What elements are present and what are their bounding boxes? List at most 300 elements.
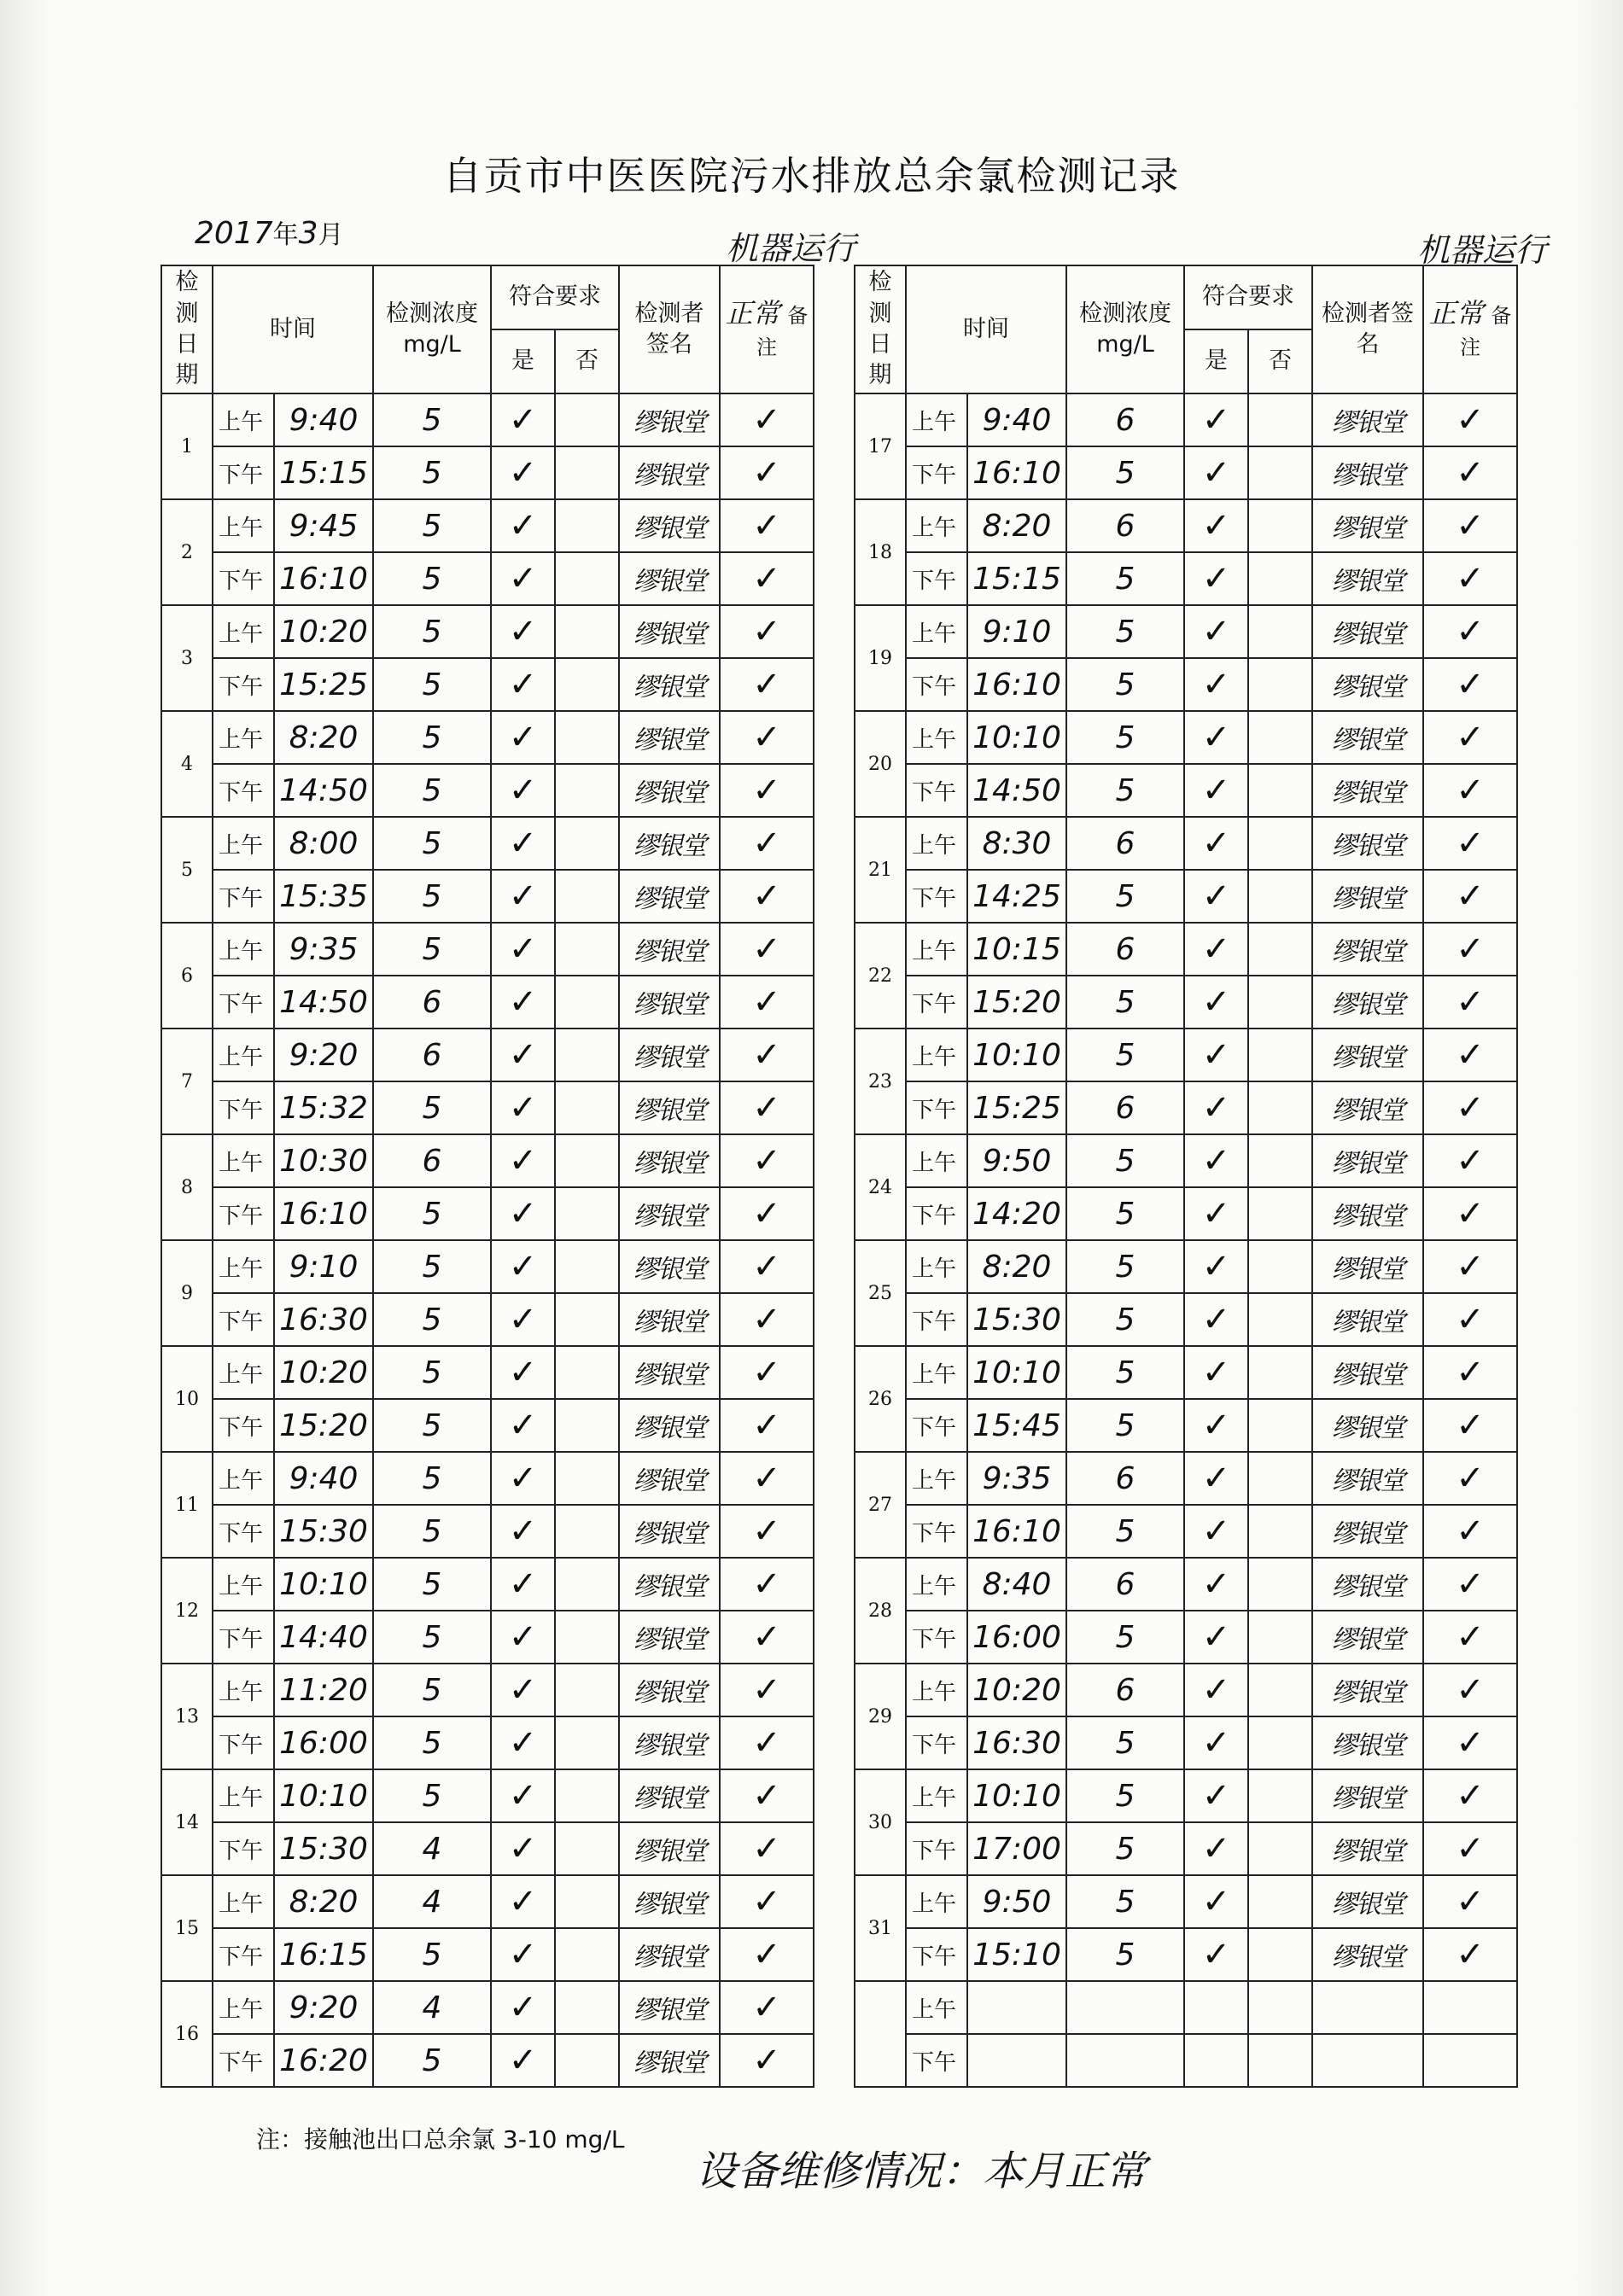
table-row	[855, 1611, 1517, 1664]
pm-label: 下午	[213, 1822, 274, 1875]
remark-check: ✓	[1423, 1611, 1517, 1664]
concentration-value	[1066, 1981, 1184, 2034]
conforms-no-cell	[1248, 1822, 1312, 1875]
am-label: 上午	[213, 1981, 274, 2034]
remark-check: ✓	[720, 1240, 814, 1293]
concentration-value: 5	[373, 1611, 491, 1664]
remark-check: ✓	[720, 1928, 814, 1981]
time-value: 15:15	[967, 552, 1066, 605]
conforms-yes-check: ✓	[1184, 1505, 1248, 1558]
conforms-yes-check: ✓	[1184, 1346, 1248, 1399]
conforms-yes-check: ✓	[1184, 1664, 1248, 1716]
am-label: 上午	[906, 1981, 967, 2034]
conforms-no-cell	[555, 499, 619, 552]
signer-signature: 缪银堂	[619, 817, 720, 870]
conforms-yes-check: ✓	[1184, 1822, 1248, 1875]
signer-signature: 缪银堂	[1312, 817, 1423, 870]
conforms-no-cell	[555, 1928, 619, 1981]
day-number: 25	[855, 1240, 906, 1346]
table-row	[161, 1928, 814, 1981]
concentration-value: 5	[373, 817, 491, 870]
time-value: 15:45	[967, 1399, 1066, 1452]
signer-signature: 缪银堂	[1312, 1611, 1423, 1664]
signer-signature: 缪银堂	[1312, 1346, 1423, 1399]
remark-check: ✓	[1423, 552, 1517, 605]
table-row	[855, 1029, 1517, 1081]
pm-label: 下午	[906, 976, 967, 1029]
record-table-right	[854, 265, 1518, 2088]
remark-check: ✓	[1423, 1029, 1517, 1081]
am-label: 上午	[213, 1875, 274, 1928]
concentration-value: 5	[373, 1664, 491, 1716]
conforms-yes-check: ✓	[1184, 1134, 1248, 1187]
signer-signature: 缪银堂	[1312, 393, 1423, 446]
table-row	[161, 1769, 814, 1822]
am-label: 上午	[906, 393, 967, 446]
signer-signature: 缪银堂	[619, 499, 720, 552]
conforms-no-cell	[1248, 1505, 1312, 1558]
concentration-value: 5	[373, 1716, 491, 1769]
pm-label: 下午	[213, 1611, 274, 1664]
conforms-no-cell	[555, 605, 619, 658]
remark-check: ✓	[720, 393, 814, 446]
time-value: 10:10	[274, 1769, 373, 1822]
conforms-no-cell	[555, 870, 619, 923]
table-row	[855, 1505, 1517, 1558]
conforms-yes-check: ✓	[1184, 1240, 1248, 1293]
conforms-yes-check: ✓	[1184, 976, 1248, 1029]
conforms-no-cell	[1248, 923, 1312, 976]
remark-check: ✓	[1423, 446, 1517, 499]
header-no: 否	[555, 329, 619, 393]
concentration-value: 5	[373, 1240, 491, 1293]
day-number: 11	[161, 1452, 213, 1558]
pm-label: 下午	[213, 976, 274, 1029]
table-row	[161, 1081, 814, 1134]
table-row	[855, 552, 1517, 605]
pm-label: 下午	[213, 446, 274, 499]
conforms-yes-check: ✓	[491, 923, 555, 976]
conforms-yes-check: ✓	[491, 1875, 555, 1928]
am-label: 上午	[906, 499, 967, 552]
day-number: 27	[855, 1452, 906, 1558]
signer-signature: 缪银堂	[1312, 499, 1423, 552]
concentration-value: 5	[373, 1399, 491, 1452]
signer-signature: 缪银堂	[1312, 552, 1423, 605]
time-value: 15:30	[967, 1293, 1066, 1346]
conforms-yes-check: ✓	[491, 764, 555, 817]
time-value: 10:15	[967, 923, 1066, 976]
pm-label: 下午	[213, 1293, 274, 1346]
conforms-yes-check	[1184, 1981, 1248, 2034]
remark-check: ✓	[720, 976, 814, 1029]
time-value: 14:50	[274, 976, 373, 1029]
conforms-no-cell	[1248, 1928, 1312, 1981]
conforms-yes-check: ✓	[1184, 1769, 1248, 1822]
time-value: 10:10	[967, 1029, 1066, 1081]
conforms-yes-check: ✓	[1184, 817, 1248, 870]
header-conformance: 符合要求	[1184, 265, 1312, 329]
pm-label: 下午	[906, 1399, 967, 1452]
conforms-no-cell	[555, 1187, 619, 1240]
conforms-yes-check	[1184, 2034, 1248, 2087]
remark-check: ✓	[720, 764, 814, 817]
conforms-yes-check: ✓	[1184, 605, 1248, 658]
header-concentration: 检测浓度mg/L	[1066, 265, 1184, 393]
remark-label: 备注	[756, 304, 809, 360]
remark-check: ✓	[720, 658, 814, 711]
time-value	[967, 1981, 1066, 2034]
maintenance-note: 设备维修情况：本月正常	[696, 2147, 1147, 2195]
time-value: 16:10	[274, 1187, 373, 1240]
concentration-value: 5	[1066, 1769, 1184, 1822]
signer-signature: 缪银堂	[619, 1134, 720, 1187]
am-label: 上午	[906, 923, 967, 976]
concentration-value: 6	[1066, 499, 1184, 552]
table-row	[161, 1240, 814, 1293]
pm-label: 下午	[906, 1293, 967, 1346]
conforms-yes-check: ✓	[491, 2034, 555, 2087]
header-no: 否	[1248, 329, 1312, 393]
time-value: 10:10	[274, 1558, 373, 1611]
time-value: 16:20	[274, 2034, 373, 2087]
table-row	[855, 764, 1517, 817]
remark-check: ✓	[1423, 499, 1517, 552]
signer-signature: 缪银堂	[619, 1928, 720, 1981]
pm-label: 下午	[906, 446, 967, 499]
day-number: 16	[161, 1981, 213, 2087]
time-value: 9:35	[967, 1452, 1066, 1505]
table-row	[161, 1293, 814, 1346]
conforms-no-cell	[1248, 1346, 1312, 1399]
am-label: 上午	[213, 1769, 274, 1822]
conforms-yes-check: ✓	[1184, 393, 1248, 446]
time-value: 9:50	[967, 1134, 1066, 1187]
concentration-value: 5	[1066, 1716, 1184, 1769]
time-value: 15:15	[274, 446, 373, 499]
conforms-no-cell	[1248, 764, 1312, 817]
remark-check: ✓	[720, 1187, 814, 1240]
am-label: 上午	[906, 605, 967, 658]
day-number: 19	[855, 605, 906, 711]
remark-check: ✓	[1423, 1928, 1517, 1981]
time-value: 8:00	[274, 817, 373, 870]
conforms-no-cell	[1248, 1187, 1312, 1240]
time-value: 9:10	[967, 605, 1066, 658]
remark-check: ✓	[720, 552, 814, 605]
time-value	[967, 2034, 1066, 2087]
year-label: 年	[272, 220, 299, 250]
remark-check: ✓	[720, 1505, 814, 1558]
concentration-value: 5	[1066, 711, 1184, 764]
concentration-value: 5	[1066, 1293, 1184, 1346]
signer-signature: 缪银堂	[619, 870, 720, 923]
signer-signature: 缪银堂	[619, 1187, 720, 1240]
remark-check	[1423, 2034, 1517, 2087]
signer-signature: 缪银堂	[1312, 1134, 1423, 1187]
conforms-no-cell	[555, 658, 619, 711]
concentration-value: 5	[373, 2034, 491, 2087]
pm-label: 下午	[906, 1081, 967, 1134]
conforms-no-cell	[1248, 605, 1312, 658]
time-value: 14:25	[967, 870, 1066, 923]
pm-label: 下午	[213, 552, 274, 605]
pm-label: 下午	[213, 1716, 274, 1769]
signer-signature: 缪银堂	[1312, 1029, 1423, 1081]
concentration-value: 6	[373, 1134, 491, 1187]
conforms-no-cell	[555, 1399, 619, 1452]
concentration-value: 5	[1066, 1134, 1184, 1187]
table-row	[161, 711, 814, 764]
signer-signature: 缪银堂	[619, 393, 720, 446]
day-number: 10	[161, 1346, 213, 1452]
am-label: 上午	[213, 923, 274, 976]
remark-check: ✓	[1423, 817, 1517, 870]
time-value: 15:10	[967, 1928, 1066, 1981]
conforms-no-cell	[1248, 1769, 1312, 1822]
signer-signature: 缪银堂	[1312, 1769, 1423, 1822]
header-date: 检测日期	[161, 265, 213, 393]
day-number: 14	[161, 1769, 213, 1875]
day-number: 4	[161, 711, 213, 817]
remark-check: ✓	[1423, 711, 1517, 764]
conforms-yes-check: ✓	[491, 658, 555, 711]
time-value: 14:50	[274, 764, 373, 817]
conforms-yes-check: ✓	[1184, 1399, 1248, 1452]
remark-check: ✓	[1423, 605, 1517, 658]
conforms-no-cell	[555, 393, 619, 446]
day-number: 28	[855, 1558, 906, 1664]
day-number: 13	[161, 1664, 213, 1769]
table-row	[855, 817, 1517, 870]
time-value: 8:20	[274, 1875, 373, 1928]
time-value: 16:15	[274, 1928, 373, 1981]
signer-signature: 缪银堂	[619, 1240, 720, 1293]
conforms-yes-check: ✓	[491, 1187, 555, 1240]
concentration-value: 5	[373, 1558, 491, 1611]
conforms-yes-check: ✓	[491, 1505, 555, 1558]
conforms-no-cell	[1248, 1558, 1312, 1611]
time-value: 10:30	[274, 1134, 373, 1187]
am-label: 上午	[213, 1346, 274, 1399]
header-conformance: 符合要求	[491, 265, 619, 329]
remark-check: ✓	[1423, 1822, 1517, 1875]
concentration-value: 5	[373, 1293, 491, 1346]
conforms-yes-check: ✓	[1184, 764, 1248, 817]
remark-check: ✓	[720, 870, 814, 923]
signer-signature: 缪银堂	[619, 1452, 720, 1505]
conforms-no-cell	[555, 552, 619, 605]
conforms-yes-check: ✓	[1184, 499, 1248, 552]
remark-check: ✓	[1423, 976, 1517, 1029]
remark-check: ✓	[1423, 870, 1517, 923]
table-row	[161, 1611, 814, 1664]
time-value: 15:20	[274, 1399, 373, 1452]
concentration-value: 6	[1066, 1558, 1184, 1611]
remark-handwritten: 正常	[725, 297, 780, 330]
table-row	[855, 1664, 1517, 1716]
conforms-yes-check: ✓	[491, 499, 555, 552]
table-row	[161, 1134, 814, 1187]
conforms-yes-check: ✓	[1184, 658, 1248, 711]
time-value: 15:20	[967, 976, 1066, 1029]
concentration-value: 6	[373, 1029, 491, 1081]
table-row	[161, 1029, 814, 1081]
table-row	[161, 923, 814, 976]
day-number: 6	[161, 923, 213, 1029]
concentration-value: 5	[373, 764, 491, 817]
table-row	[161, 1558, 814, 1611]
time-value: 10:20	[274, 605, 373, 658]
conforms-no-cell	[1248, 1240, 1312, 1293]
signer-signature: 缪银堂	[619, 1558, 720, 1611]
signer-signature: 缪银堂	[1312, 1875, 1423, 1928]
table-row	[161, 1346, 814, 1399]
am-label: 上午	[213, 1029, 274, 1081]
pm-label: 下午	[213, 1187, 274, 1240]
pm-label: 下午	[213, 2034, 274, 2087]
signer-signature: 缪银堂	[1312, 1558, 1423, 1611]
conforms-yes-check: ✓	[491, 976, 555, 1029]
signer-signature: 缪银堂	[619, 552, 720, 605]
conforms-no-cell	[555, 817, 619, 870]
signer-signature: 缪银堂	[619, 1611, 720, 1664]
signer-signature: 缪银堂	[1312, 764, 1423, 817]
conforms-yes-check: ✓	[1184, 1558, 1248, 1611]
concentration-value: 6	[1066, 817, 1184, 870]
conforms-yes-check: ✓	[491, 1769, 555, 1822]
time-value: 9:35	[274, 923, 373, 976]
conforms-no-cell	[555, 1505, 619, 1558]
time-value: 9:40	[274, 1452, 373, 1505]
table-row	[161, 658, 814, 711]
month-label: 月	[318, 220, 344, 250]
time-value: 9:20	[274, 1029, 373, 1081]
conforms-yes-check: ✓	[1184, 711, 1248, 764]
conforms-yes-check: ✓	[1184, 1293, 1248, 1346]
am-label: 上午	[906, 817, 967, 870]
time-value: 15:30	[274, 1505, 373, 1558]
remark-check: ✓	[1423, 1240, 1517, 1293]
conforms-yes-check: ✓	[1184, 1187, 1248, 1240]
concentration-value: 5	[1066, 1346, 1184, 1399]
pm-label: 下午	[213, 764, 274, 817]
table-row	[855, 1452, 1517, 1505]
day-number: 18	[855, 499, 906, 605]
day-number: 17	[855, 393, 906, 499]
am-label: 上午	[213, 605, 274, 658]
conforms-yes-check: ✓	[491, 1558, 555, 1611]
conforms-no-cell	[1248, 1134, 1312, 1187]
table-row	[855, 1928, 1517, 1981]
time-value: 14:50	[967, 764, 1066, 817]
remark-check: ✓	[1423, 658, 1517, 711]
pm-label: 下午	[906, 1928, 967, 1981]
concentration-value: 6	[1066, 1664, 1184, 1716]
am-label: 上午	[906, 1346, 967, 1399]
pm-label: 下午	[213, 870, 274, 923]
signer-signature: 缪银堂	[1312, 1664, 1423, 1716]
day-number: 15	[161, 1875, 213, 1981]
signer-signature: 缪银堂	[619, 1346, 720, 1399]
signer-signature: 缪银堂	[619, 446, 720, 499]
time-value: 16:10	[967, 658, 1066, 711]
conforms-yes-check: ✓	[491, 1240, 555, 1293]
table-row	[161, 446, 814, 499]
signer-signature: 缪银堂	[1312, 1928, 1423, 1981]
table-row	[161, 1505, 814, 1558]
table-row	[855, 870, 1517, 923]
table-row	[855, 711, 1517, 764]
conforms-yes-check: ✓	[491, 446, 555, 499]
time-value: 9:45	[274, 499, 373, 552]
conforms-yes-check: ✓	[491, 1611, 555, 1664]
header-yes: 是	[491, 329, 555, 393]
signer-signature: 缪银堂	[619, 605, 720, 658]
concentration-value: 5	[373, 1505, 491, 1558]
time-value: 8:30	[967, 817, 1066, 870]
am-label: 上午	[213, 499, 274, 552]
conforms-yes-check: ✓	[491, 817, 555, 870]
time-value: 16:10	[967, 1505, 1066, 1558]
table-row	[855, 446, 1517, 499]
conforms-yes-check: ✓	[491, 1399, 555, 1452]
day-number: 5	[161, 817, 213, 923]
table-row	[161, 1716, 814, 1769]
pm-label: 下午	[213, 1081, 274, 1134]
concentration-value: 4	[373, 1981, 491, 2034]
concentration-value: 5	[1066, 764, 1184, 817]
table-row	[161, 817, 814, 870]
remark-check: ✓	[720, 1029, 814, 1081]
concentration-value: 5	[1066, 976, 1184, 1029]
conforms-no-cell	[1248, 393, 1312, 446]
conforms-no-cell	[1248, 1664, 1312, 1716]
conforms-no-cell	[1248, 552, 1312, 605]
concentration-value: 4	[373, 1875, 491, 1928]
day-number: 31	[855, 1875, 906, 1981]
concentration-value: 5	[1066, 1875, 1184, 1928]
concentration-value: 5	[373, 446, 491, 499]
header-time: 时间	[906, 265, 1066, 393]
table-row	[855, 1293, 1517, 1346]
remark-check: ✓	[720, 1134, 814, 1187]
remark-check: ✓	[720, 1611, 814, 1664]
time-value: 10:10	[967, 711, 1066, 764]
pm-label: 下午	[906, 2034, 967, 2087]
signer-signature: 缪银堂	[619, 1981, 720, 2034]
time-value: 17:00	[967, 1822, 1066, 1875]
remark-check: ✓	[1423, 1505, 1517, 1558]
remark-label: 备注	[1460, 304, 1512, 360]
conforms-no-cell	[555, 2034, 619, 2087]
am-label: 上午	[906, 1664, 967, 1716]
remark-check: ✓	[720, 1293, 814, 1346]
conforms-yes-check: ✓	[491, 1928, 555, 1981]
time-value: 8:40	[967, 1558, 1066, 1611]
signer-signature: 缪银堂	[619, 1293, 720, 1346]
table-row	[855, 2034, 1517, 2087]
time-value: 14:40	[274, 1611, 373, 1664]
am-label: 上午	[906, 1769, 967, 1822]
am-label: 上午	[906, 1134, 967, 1187]
time-value: 8:20	[967, 1240, 1066, 1293]
signer-signature: 缪银堂	[1312, 1240, 1423, 1293]
pm-label: 下午	[906, 870, 967, 923]
pm-label: 下午	[906, 1716, 967, 1769]
conforms-yes-check: ✓	[1184, 1029, 1248, 1081]
remark-check: ✓	[720, 923, 814, 976]
